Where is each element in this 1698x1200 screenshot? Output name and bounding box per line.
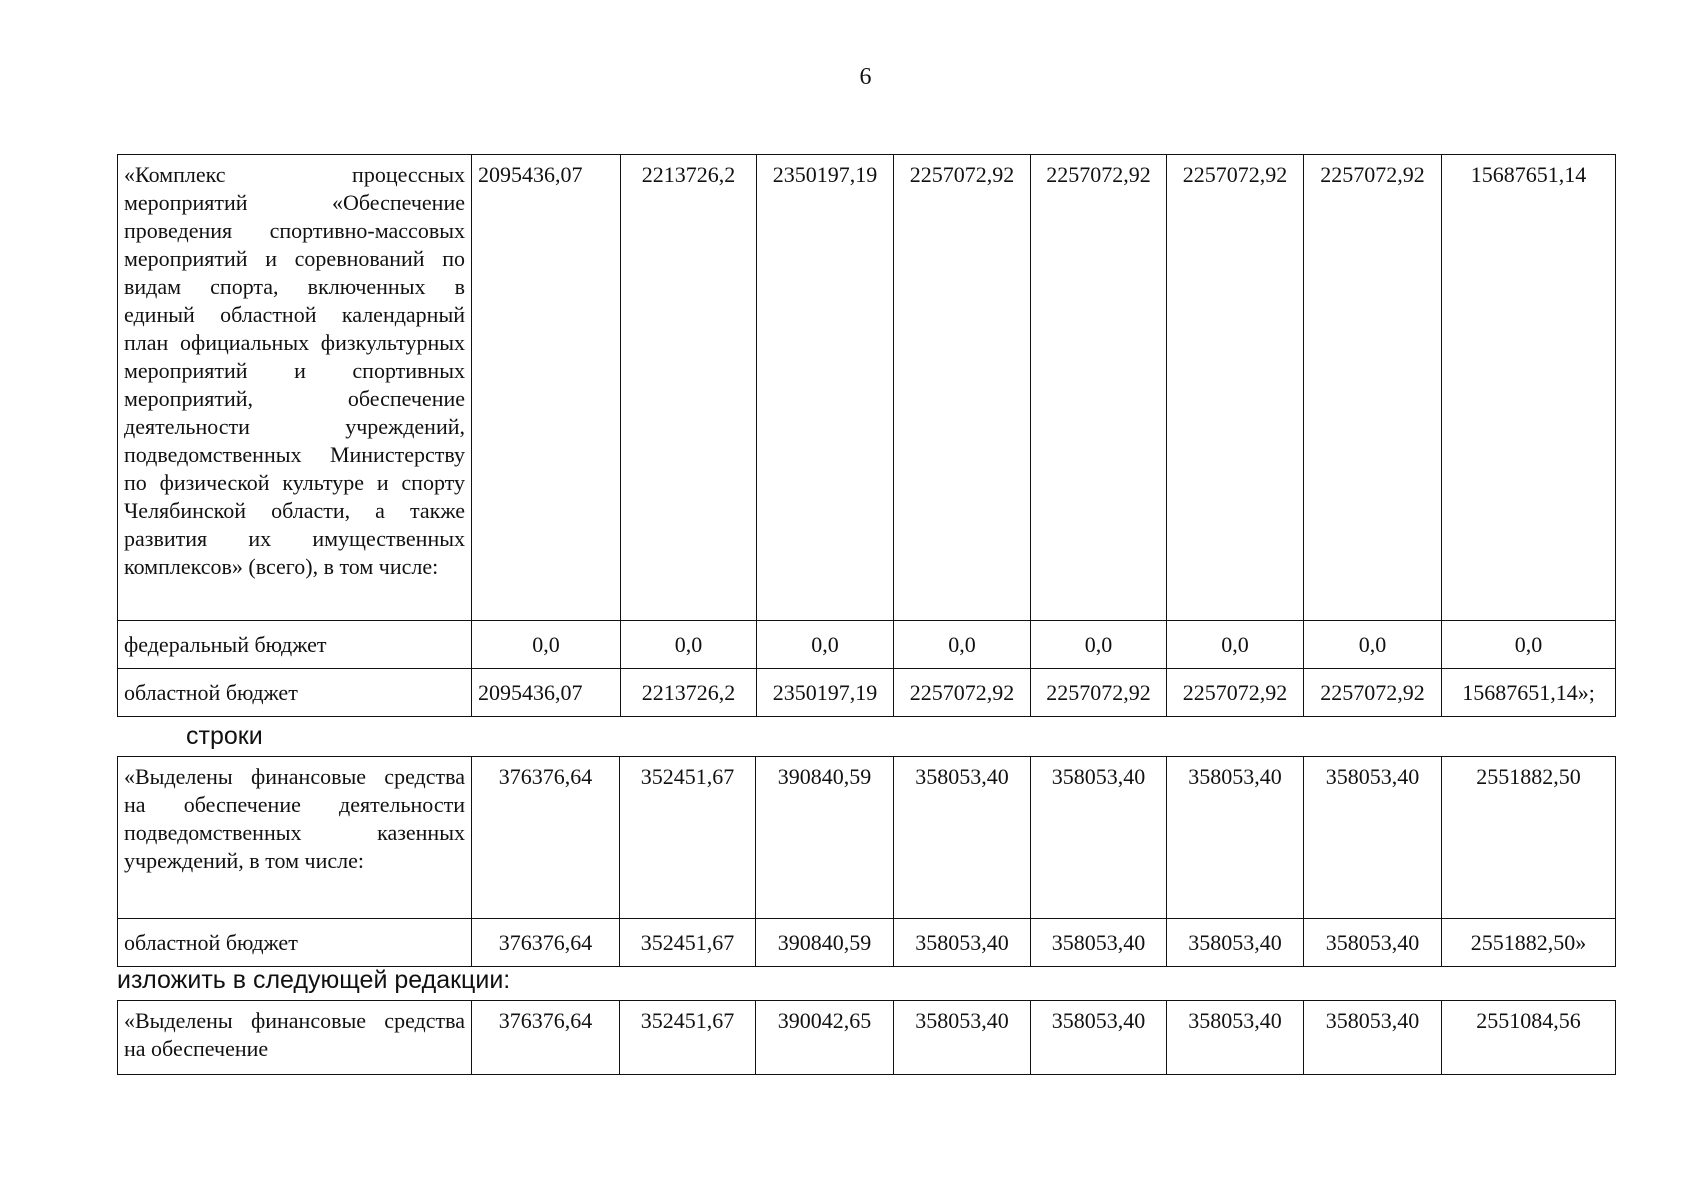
caption-rows: строки bbox=[186, 722, 263, 750]
value-cell: 358053,40 bbox=[1167, 757, 1304, 919]
value-cell: 0,0 bbox=[757, 621, 894, 669]
value-cell: 0,0 bbox=[1442, 621, 1616, 669]
value-cell: 2213726,2 bbox=[621, 669, 757, 717]
value-cell: 390840,59 bbox=[756, 919, 894, 967]
value-cell: 2213726,2 bbox=[621, 155, 757, 621]
value-cell: 15687651,14 bbox=[1442, 155, 1616, 621]
value-cell: 358053,40 bbox=[894, 919, 1031, 967]
value-cell: 2257072,92 bbox=[1304, 669, 1442, 717]
value-cell: 390042,65 bbox=[756, 1001, 894, 1075]
row-label: «Комплекс процессных мероприятий «Обеспечение проведения спортивно-массовых мероприятий и соревнований по видам спорта, включенных в единый областной календарный план официальных физкультурных мероприятий и спортивных мероприятий, обеспечение деятельности учреждений, подведомственных Министерству по физической культуре и спорту Челябинской области, а также развития их имущественных комплексов» (всего), в том числе: bbox=[118, 155, 472, 621]
value-cell: 2551882,50 bbox=[1442, 757, 1616, 919]
value-cell: 352451,67 bbox=[620, 1001, 756, 1075]
value-cell: 0,0 bbox=[621, 621, 757, 669]
table-row bbox=[118, 919, 1616, 967]
row-label: «Выделены финансовые средства на обеспечение bbox=[118, 1001, 472, 1075]
table-row bbox=[118, 155, 1616, 621]
value-cell: 2095436,07 bbox=[472, 155, 621, 621]
table-row bbox=[118, 1001, 1616, 1075]
value-cell: 352451,67 bbox=[620, 919, 756, 967]
caption-new-edition: изложить в следующей редакции: bbox=[117, 966, 511, 994]
value-cell: 2551882,50» bbox=[1442, 919, 1616, 967]
page-number: 6 bbox=[859, 64, 872, 90]
value-cell: 2350197,19 bbox=[757, 669, 894, 717]
value-cell: 376376,64 bbox=[472, 919, 620, 967]
row-label: областной бюджет bbox=[118, 919, 472, 967]
value-cell: 358053,40 bbox=[894, 1001, 1031, 1075]
value-cell: 2257072,92 bbox=[1167, 155, 1304, 621]
row-label: областной бюджет bbox=[118, 669, 472, 717]
value-cell: 358053,40 bbox=[894, 757, 1031, 919]
value-cell: 2257072,92 bbox=[894, 669, 1031, 717]
value-cell: 352451,67 bbox=[620, 757, 756, 919]
value-cell: 358053,40 bbox=[1304, 919, 1442, 967]
value-cell: 2257072,92 bbox=[894, 155, 1031, 621]
value-cell: 358053,40 bbox=[1031, 919, 1167, 967]
value-cell: 358053,40 bbox=[1304, 1001, 1442, 1075]
value-cell: 2257072,92 bbox=[1304, 155, 1442, 621]
value-cell: 358053,40 bbox=[1031, 1001, 1167, 1075]
value-cell: 376376,64 bbox=[472, 757, 620, 919]
value-cell: 376376,64 bbox=[472, 1001, 620, 1075]
row-label: «Выделены финансовые средства на обеспечение деятельности подведомственных казенных учреждений, в том числе: bbox=[118, 757, 472, 919]
value-cell: 0,0 bbox=[1031, 621, 1167, 669]
value-cell: 0,0 bbox=[472, 621, 621, 669]
value-cell: 2095436,07 bbox=[472, 669, 621, 717]
value-cell: 358053,40 bbox=[1031, 757, 1167, 919]
value-cell: 2551084,56 bbox=[1442, 1001, 1616, 1075]
funds-allocation-table bbox=[117, 756, 1616, 967]
funds-allocation-new-table bbox=[117, 1000, 1616, 1075]
value-cell: 2257072,92 bbox=[1031, 155, 1167, 621]
value-cell: 0,0 bbox=[894, 621, 1031, 669]
table-row bbox=[118, 669, 1616, 717]
value-cell: 15687651,14»; bbox=[1442, 669, 1616, 717]
value-cell: 358053,40 bbox=[1167, 919, 1304, 967]
row-label: федеральный бюджет bbox=[118, 621, 472, 669]
value-cell: 390840,59 bbox=[756, 757, 894, 919]
value-cell: 2257072,92 bbox=[1167, 669, 1304, 717]
value-cell: 358053,40 bbox=[1304, 757, 1442, 919]
value-cell: 0,0 bbox=[1304, 621, 1442, 669]
value-cell: 2257072,92 bbox=[1031, 669, 1167, 717]
table-row bbox=[118, 757, 1616, 919]
value-cell: 0,0 bbox=[1167, 621, 1304, 669]
table-row bbox=[118, 621, 1616, 669]
value-cell: 2350197,19 bbox=[757, 155, 894, 621]
program-budget-table bbox=[117, 154, 1616, 717]
value-cell: 358053,40 bbox=[1167, 1001, 1304, 1075]
